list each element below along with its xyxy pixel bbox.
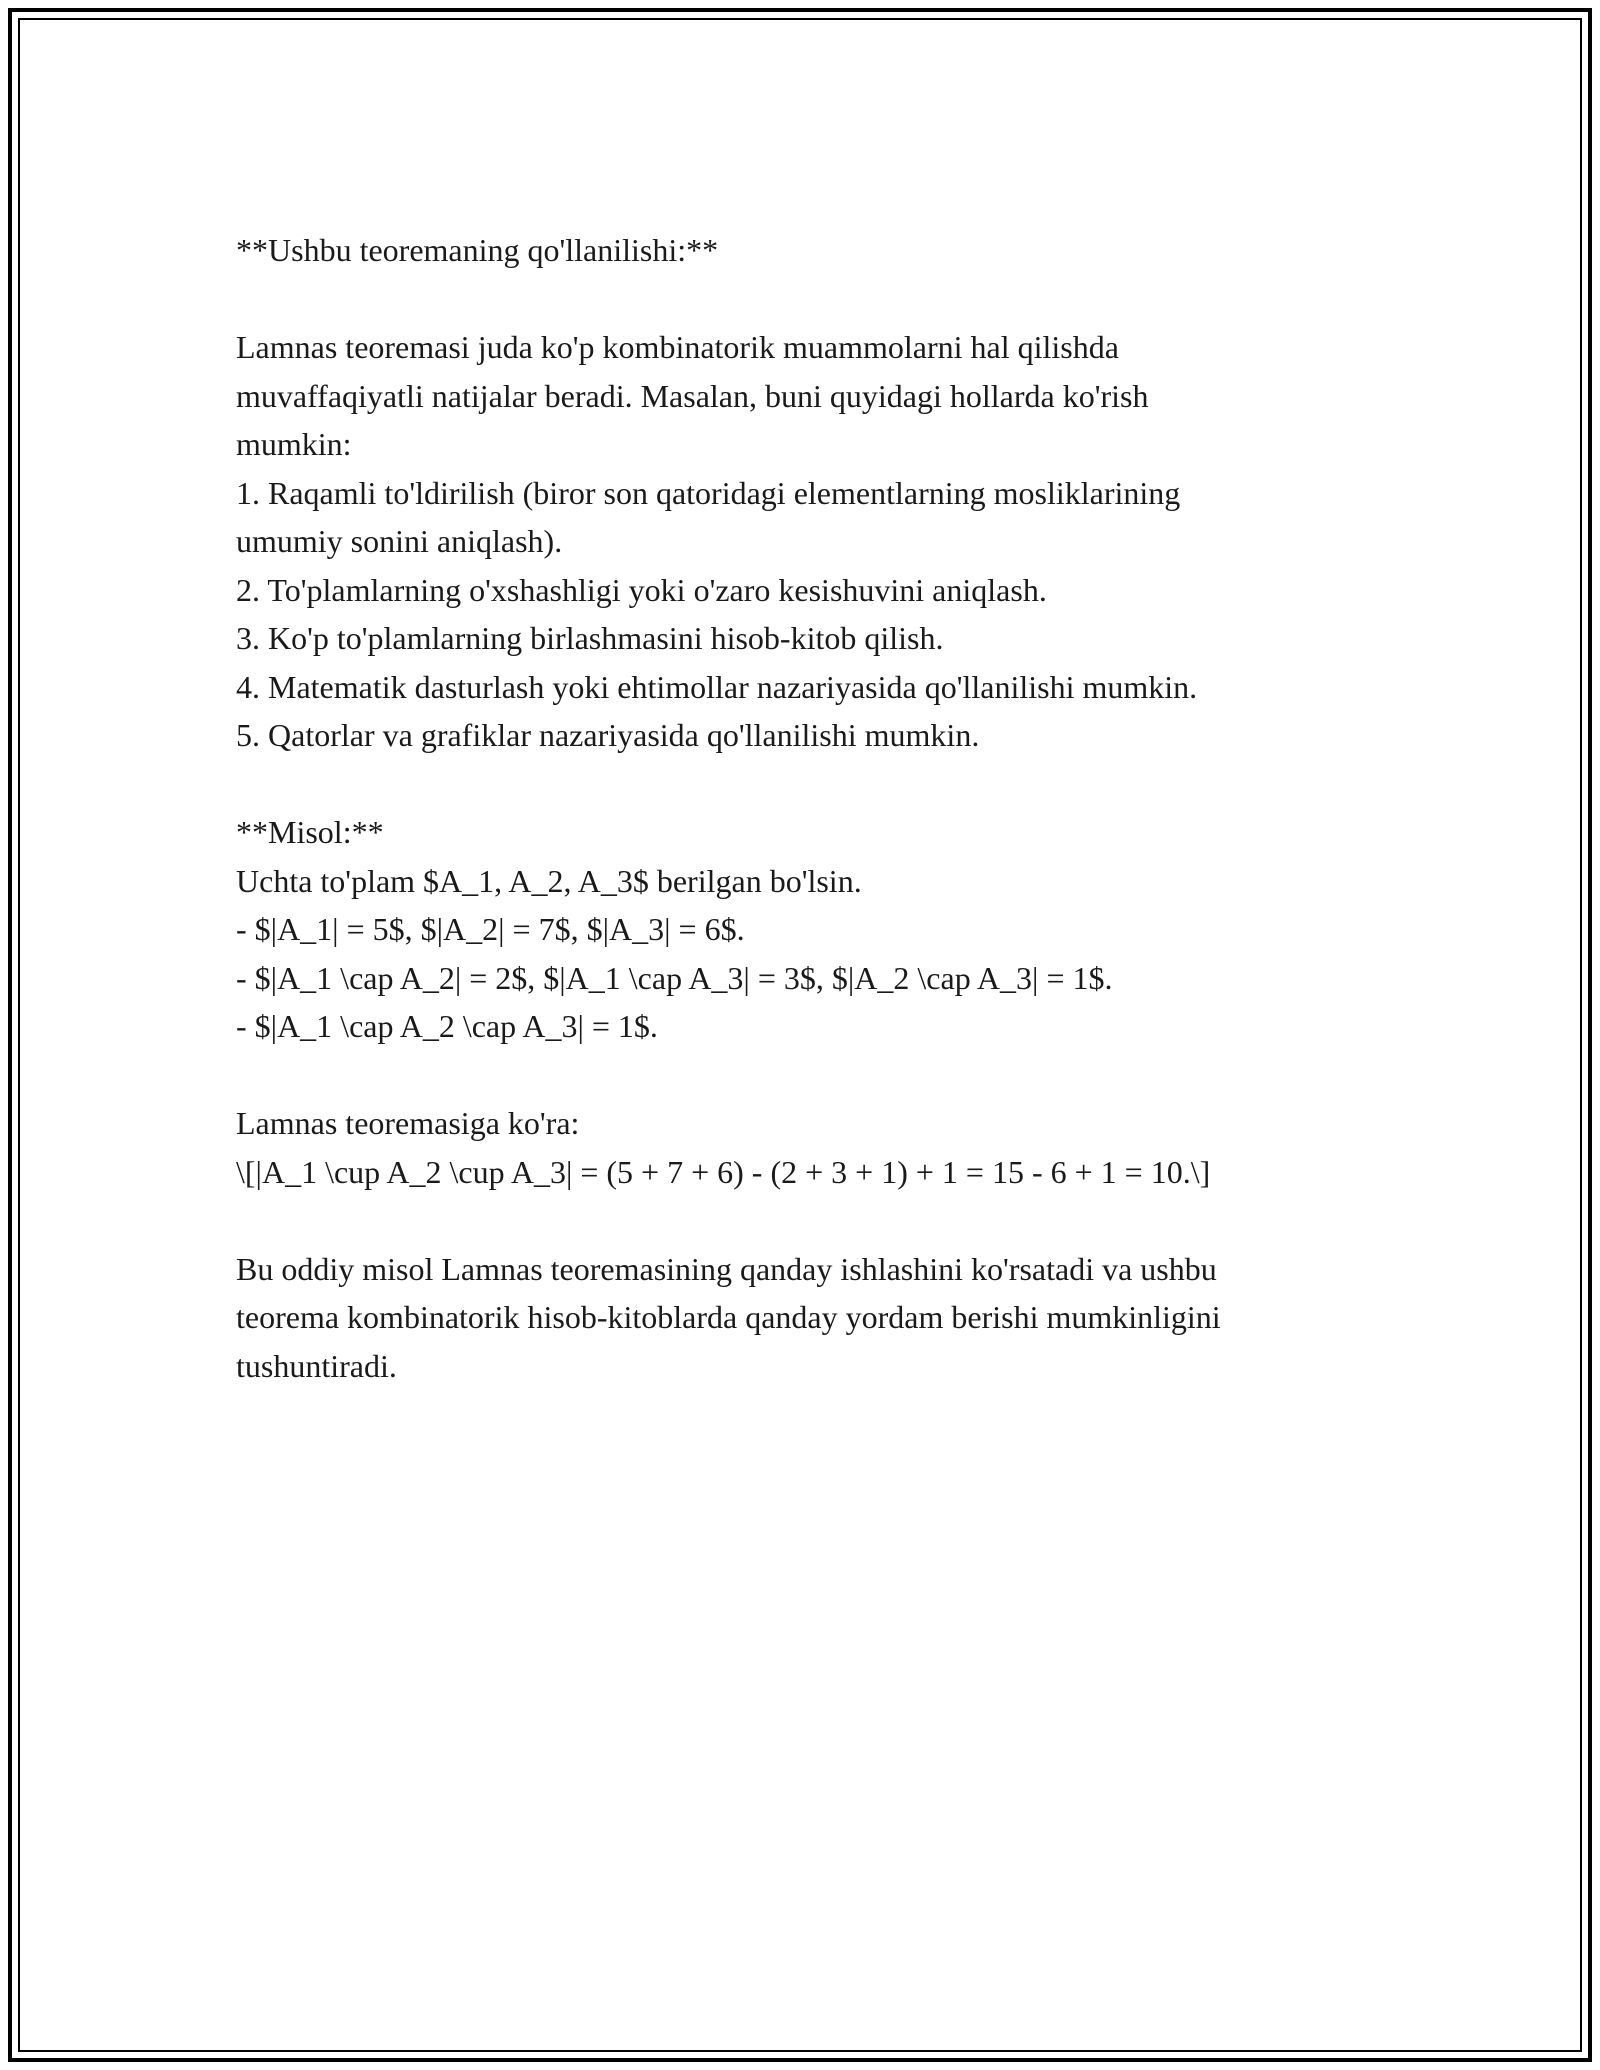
list-item: 1. Raqamli to'ldirilish (biror son qatoridagi elementlarning mosliklarining [236,474,1181,511]
list-item: umumiy sonini aniqlash). [236,523,563,559]
list-item: 4. Matematik dasturlash yoki ehtimollar nazariyasida qo'llanilishi mumkin. [236,668,1198,705]
example-line: - $|A_1| = 5$, $|A_2| = 7$, $|A_3| = 6$. [236,911,745,947]
conclusion-line: Bu oddiy misol Lamnas teoremasining qanday ishlashini ko'rsatadi va ushbu [236,1250,1217,1287]
example-line: - $|A_1 \cap A_2| = 2$, $|A_1 \cap A_3| = 3$, $|A_2 \cap A_3| = 1$. [236,959,1113,996]
example-line: Uchta to'plam $A_1, A_2, A_3$ berilgan bo'lsin. [236,862,862,899]
spacer [236,1196,1396,1245]
spacer [236,275,1396,324]
example-heading: **Misol:** [236,814,384,850]
spacer [236,760,1396,809]
section-heading: **Ushbu teoremaning qo'llanilishi:** [236,232,719,268]
document-body [236,226,1396,1390]
computation-line: Lamnas teoremasiga ko'ra: [236,1105,580,1141]
intro-line: mumkin: [236,426,352,462]
conclusion-line: teorema kombinatorik hisob-kitoblarda qanday yordam berishi mumkinligini [236,1299,1221,1335]
intro-line: muvaffaqiyatli natijalar beradi. Masalan, buni quyidagi hollarda ko'rish [236,377,1149,414]
example-line: - $|A_1 \cap A_2 \cap A_3| = 1$. [236,1008,658,1044]
list-item: 3. Ko'p to'plamlarning birlashmasini hisob-kitob qilish. [236,620,944,656]
conclusion-line: tushuntiradi. [236,1347,397,1384]
spacer [236,1051,1396,1100]
list-item: 5. Qatorlar va grafiklar nazariyasida qo'llanilishi mumkin. [236,717,980,753]
list-item: 2. To'plamlarning o'xshashligi yoki o'zaro kesishuvini aniqlash. [236,571,1047,608]
intro-line: Lamnas teoremasi juda ko'p kombinatorik muammolarni hal qilishda [236,329,1119,365]
computation-formula: \[|A_1 \cup A_2 \cup A_3| = (5 + 7 + 6) - (2 + 3 + 1) + 1 = 15 - 6 + 1 = 10.\] [236,1153,1211,1190]
